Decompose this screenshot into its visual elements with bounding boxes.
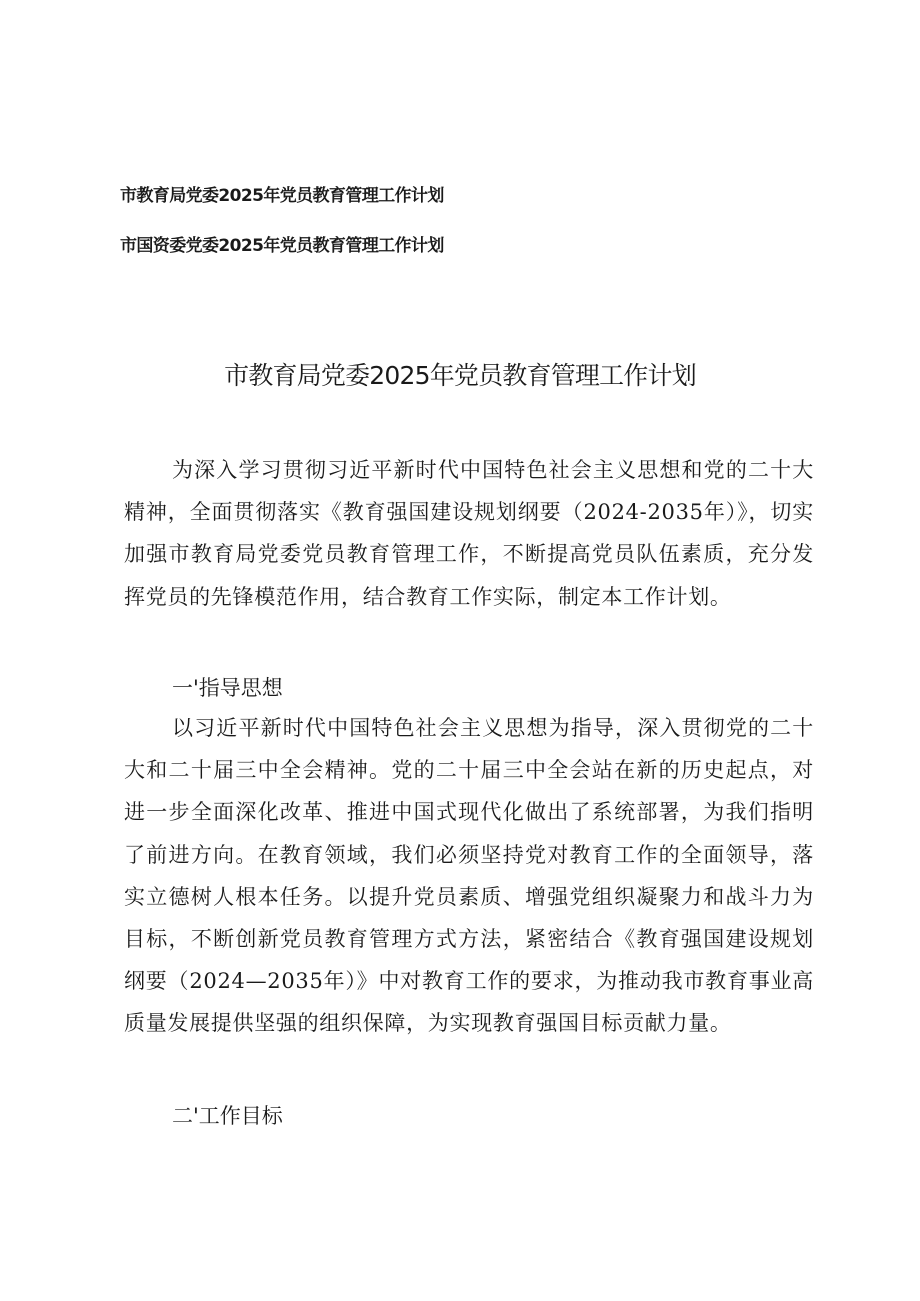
section-heading-guiding-ideology: 一'指导思想: [172, 676, 283, 700]
guiding-ideology-paragraph: 以习近平新时代中国特色社会主义思想为指导，深入贯彻党的二十大和二十届三中全会精神。党的二十届三中全会站在新的历史起点，对进一步全面深化改革、推进中国式现代化做出了系统部署，为我们指明了前进方向。在教育领域，我们必须坚持党对教育工作的全面领导，落实立德树人根本任务。以提升党员素质、增强党组织凝聚力和战斗力为目标，不断创新党员教育管理方式方法，紧密结合《教育强国建设规划纲要（2024—2035年）》中对教育工作的要求，为推动我市教育事业高质量发展提供坚强的组织保障，为实现教育强国目标贡献力量。: [124, 716, 814, 1036]
toc-item-sasac: 市国资委党委2025年党员教育管理工作计划: [120, 236, 444, 256]
document-title: 市教育局党委2025年党员教育管理工作计划: [224, 361, 696, 390]
intro-paragraph: 为深入学习贯彻习近平新时代中国特色社会主义思想和党的二十大精神，全面贯彻落实《教育强国建设规划纲要（2024-2035年）》，切实加强市教育局党委党员教育管理工作，不断提高党员队伍素质，充分发挥党员的先锋模范作用，结合教育工作实际，制定本工作计划。: [124, 458, 814, 609]
toc-item-education-bureau: 市教育局党委2025年党员教育管理工作计划: [120, 186, 444, 206]
section-heading-work-objectives: 二'工作目标: [172, 1104, 283, 1128]
